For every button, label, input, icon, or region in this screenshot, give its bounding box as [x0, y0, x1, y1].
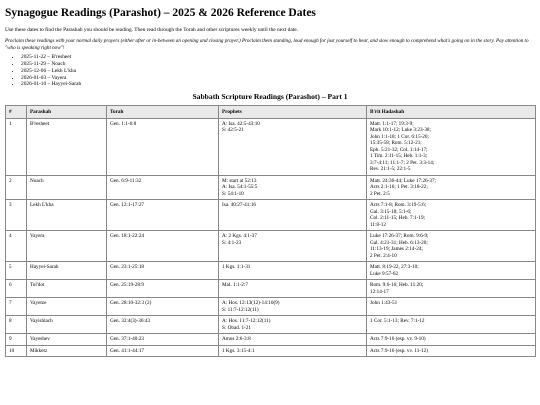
cell-brit-hadashah: Matt. 8:19-22, 27:3-10; Luke 9:57-62 — [367, 262, 536, 280]
table-header-row — [6, 106, 536, 119]
table-row — [6, 298, 536, 316]
cell-number: 1 — [6, 118, 27, 175]
cell-torah: Gen. 25:19-28:9 — [107, 280, 219, 298]
page-title: Synagogue Readings (Parashot) – 2025 & 2026 Reference Dates — [5, 7, 316, 19]
table-title: Sabbath Scripture Readings (Parashot) – Part 1 — [192, 92, 348, 102]
cell-parashah: Vayishlach — [27, 316, 107, 334]
cell-brit-hadashah: Luke 17:26-37; Rom. 9:6-9; Gal. 4:21-31; Heb. 6:13-20; 11:13-19; James 2:14-24; 2 Pet. 2:4-10 — [367, 231, 536, 262]
cell-torah: Gen. 18:1-22:24 — [107, 231, 219, 262]
column-header-brit-hadashah: B'rit Hadashah — [367, 106, 536, 119]
cell-prophets: M: start at 52:13 A: Isa. 54:1-55:5 S: 54:1-10 — [219, 175, 367, 200]
cell-torah: Gen. 41:1-44:17 — [107, 345, 219, 357]
cell-torah: Gen. 12:1-17:27 — [107, 200, 219, 231]
cell-prophets: Amos 2:6-3:8 — [219, 334, 367, 346]
cell-brit-hadashah: Acts 7:9-16 (esp. vv. 9-10) — [367, 334, 536, 346]
date-item: • 2025-12-06 – Lekh L'kha — [21, 68, 535, 75]
cell-torah: Gen. 1:1-6:8 — [107, 118, 219, 175]
cell-number: 8 — [6, 316, 27, 334]
date-list — [5, 54, 535, 88]
table-row — [6, 200, 536, 231]
cell-prophets: A: Hos. 11:7-12:12(11) S: Obad. 1-21 — [219, 316, 367, 334]
cell-prophets: Mal. 1:1-2:7 — [219, 280, 367, 298]
cell-prophets: 1 Kgs. 3:15-4:1 — [219, 345, 367, 357]
readings-table — [5, 105, 536, 357]
date-item: • 2026-01-03 – Vayera — [21, 75, 535, 82]
cell-parashah: Hayyei-Sarah — [27, 262, 107, 280]
cell-brit-hadashah: Acts 7:9-16 (esp. vv. 11-12) — [367, 345, 536, 357]
cell-number: 4 — [6, 231, 27, 262]
cell-number: 5 — [6, 262, 27, 280]
table-row — [6, 316, 536, 334]
cell-parashah: Vayetze — [27, 298, 107, 316]
cell-number: 3 — [6, 200, 27, 231]
instruction-note: Proclaim these readings with your normal daily prayers (either after or in-between an opening and closing prayer.) Proclaim them standing, loud enough for just yourself to hear, and slow enough to comprehend what's going on in the story. Pay attention to "who is speaking right now"! — [5, 38, 529, 51]
cell-parashah: Noach — [27, 175, 107, 200]
cell-torah: Gen. 6:9-11:32 — [107, 175, 219, 200]
cell-prophets: 1 Kgs. 1:1-31 — [219, 262, 367, 280]
table-row — [6, 175, 536, 200]
date-item: • 2025-11-22 – B'resheet — [21, 54, 535, 61]
cell-number: 2 — [6, 175, 27, 200]
cell-prophets: A: 2 Kgs. 4:1-37 S: 4:1-23 — [219, 231, 367, 262]
cell-brit-hadashah: Acts 7:1-8; Rom. 3:19-5:6; Gal. 3:15-18; 5:1-6; Col. 2:11-15; Heb. 7:1-19; 11:8-12 — [367, 200, 536, 231]
column-header-torah: Torah — [107, 106, 219, 119]
cell-parashah: Lekh L'kha — [27, 200, 107, 231]
cell-number: 9 — [6, 334, 27, 346]
column-header-parashah: Parashah — [27, 106, 107, 119]
cell-torah: Gen. 37:1-40:23 — [107, 334, 219, 346]
cell-parashah: Vayeshev — [27, 334, 107, 346]
cell-brit-hadashah: Matt. 24:36-44; Luke 17:26-37; Acts 2:1-16; 1 Pet. 3:18-22; 2 Pet. 2:5 — [367, 175, 536, 200]
cell-parashah: Tol'dot — [27, 280, 107, 298]
cell-prophets: Isa. 40:27-41:16 — [219, 200, 367, 231]
table-row — [6, 262, 536, 280]
cell-torah: Gen. 23:1-25:18 — [107, 262, 219, 280]
cell-parashah: Vayera — [27, 231, 107, 262]
column-header-number: # — [6, 106, 27, 119]
date-item: • 2025-11-29 – Noach — [21, 61, 535, 68]
column-header-prophets: Prophets — [219, 106, 367, 119]
cell-prophets: A: Isa. 42:5-43:10 S: 42:5-21 — [219, 118, 367, 175]
cell-parashah: Mikketz — [27, 345, 107, 357]
table-row — [6, 118, 536, 175]
cell-brit-hadashah: John 1:43-51 — [367, 298, 536, 316]
cell-brit-hadashah: Rom. 9:6-16; Heb. 11:20; 12:14-17 — [367, 280, 536, 298]
cell-number: 7 — [6, 298, 27, 316]
table-row — [6, 345, 536, 357]
table-row — [6, 334, 536, 346]
date-item: • 2026-01-10 – Hayyei-Sarah — [21, 81, 535, 88]
cell-torah: Gen. 32:4(3)-36:43 — [107, 316, 219, 334]
table-row — [6, 280, 536, 298]
cell-brit-hadashah: 1 Cor. 5:1-13; Rev. 7:1-12 — [367, 316, 536, 334]
cell-torah: Gen. 28:10-32:3 (2) — [107, 298, 219, 316]
table-body — [6, 118, 536, 357]
cell-brit-hadashah: Matt. 1:1-17; 19:3-9; Mark 10:1-12; Luke 3:23-38; John 1:1-18; 1 Cor. 6:15-20; 15:35-58; Rom. 5:12-21; Eph. 5:21-32; Col. 1:14-17; 1 Tim. 2:11-15; Heb. 1:1-3; 3:7-4:11; 11:1-7; 2 Pet. 3:3-14; Rev. 21:1-5; 22:1-5 — [367, 118, 536, 175]
cell-parashah: B'resheet — [27, 118, 107, 175]
cell-number: 6 — [6, 280, 27, 298]
table-row — [6, 231, 536, 262]
cell-prophets: A: Hos. 12:13(12)-14:10(9) S: 11:7-12:12(11) — [219, 298, 367, 316]
cell-number: 10 — [6, 345, 27, 357]
intro-text: Use these dates to find the Parashah you should be reading. Then read through the Torah and other scriptures weekly until the next date. — [5, 27, 298, 33]
